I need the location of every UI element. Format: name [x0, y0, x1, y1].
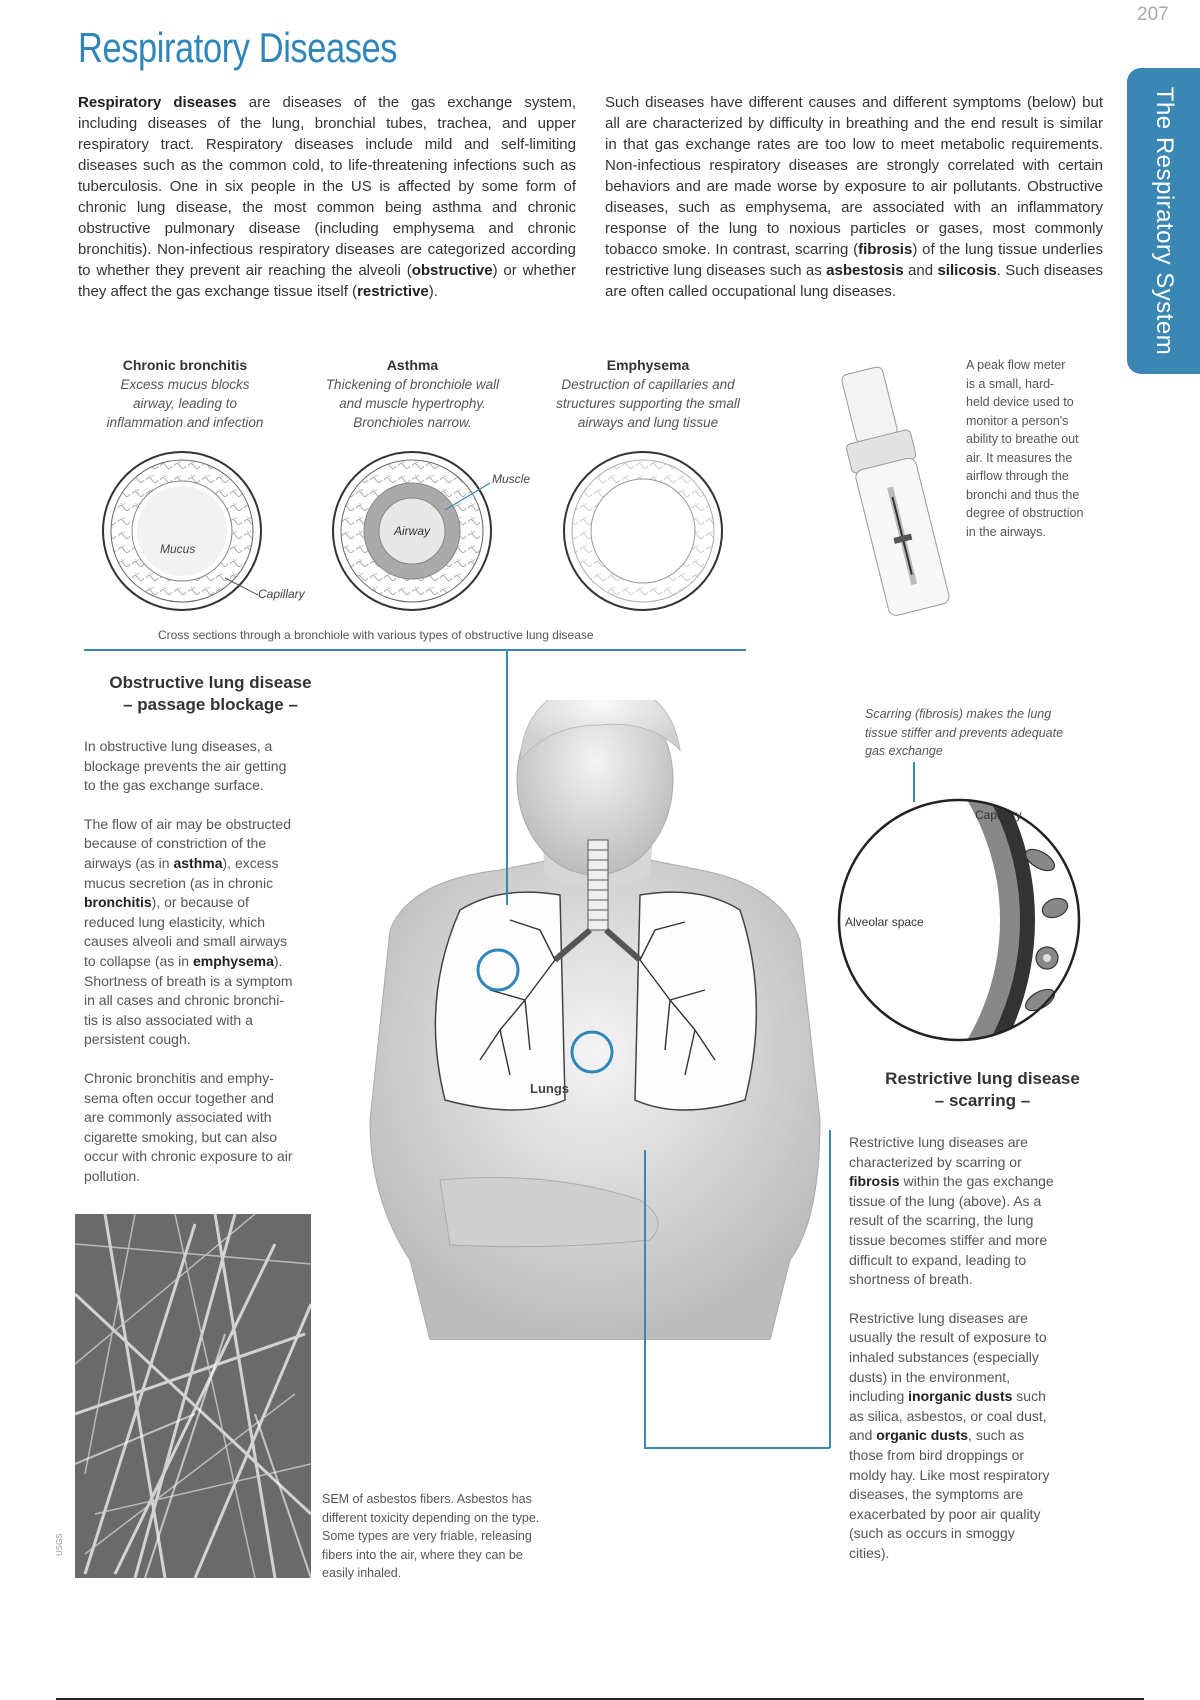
text-run: Restrictive lung diseases are: [849, 1309, 1028, 1326]
text-run: dusts) in the environment,: [849, 1368, 1011, 1385]
text-line: SEM of asbestos fibers. Asbestos has: [322, 1492, 532, 1506]
text-run: to collapse (as in: [84, 952, 193, 969]
text-line: gas exchange: [865, 744, 943, 758]
capillary-label: Capillary: [975, 808, 1022, 822]
peak-flow-caption-line: bronchi and thus the: [966, 487, 1080, 502]
text-run: tissue of the lung (above). As a: [849, 1192, 1042, 1209]
text-line: [84, 1011, 334, 1031]
asthma-section: [333, 452, 530, 610]
obstructive-heading: [88, 672, 333, 716]
side-tab-label: The Respiratory System: [1150, 86, 1178, 356]
bold-term: fibrosis: [858, 241, 913, 258]
bold-term: asbestosis: [826, 262, 904, 279]
text-line: [849, 1544, 1109, 1564]
text-run: exacerbated by poor air quality: [849, 1505, 1041, 1522]
text-run: are diseases of the gas exchange system, including diseases of the lung, bronchial tubes, trachea, and upper respiratory tract. Respiratory diseases include mild and self-limiting diseases such as the common cold, to life-threatening infections such as tuberculosis. One in six people in the US is affected by some form of chronic lung disease, the most common being asthma and chronic obstructive pulmonary disease (including emphysema and chronic bronchitis). Non-infectious respiratory diseases are categorized according to whether they prevent air reaching the alveoli (: [78, 94, 576, 279]
emphysema-section: [564, 452, 722, 610]
emphysema-heading: Emphysema: [606, 357, 690, 373]
bold-term: inorganic dusts: [908, 1388, 1013, 1405]
text-line: [84, 874, 334, 894]
text-run: usually the result of exposure to: [849, 1329, 1047, 1346]
emphysema-desc-3: airways and lung tissue: [577, 415, 719, 430]
text-line: occur with chronic exposure to air: [84, 1148, 293, 1165]
text-line: [84, 1030, 334, 1050]
restrictive-heading-line2: – scarring –: [934, 1091, 1031, 1110]
text-line: sema often occur together and: [84, 1089, 274, 1106]
intro-column-1: [78, 92, 576, 302]
text-line: easily inhaled.: [322, 1566, 402, 1580]
obstructive-p3: [84, 1069, 334, 1187]
text-run: ) of the lung tissue underlies restrictive lung diseases such as: [605, 241, 1103, 279]
chronic-bronchitis-desc-1: Excess mucus blocks: [120, 377, 250, 392]
text-run: including: [849, 1388, 909, 1405]
text-line: [849, 1231, 1109, 1251]
asthma-desc-3: Bronchioles narrow.: [353, 415, 472, 430]
text-line: [849, 1270, 1109, 1290]
obstructive-heading-line2: – passage blockage –: [123, 695, 298, 714]
text-line: blockage prevents the air getting: [84, 757, 287, 774]
text-run: (such as occurs in smoggy: [849, 1525, 1015, 1542]
text-line: [84, 834, 334, 854]
bold-term: fibrosis: [849, 1173, 900, 1190]
intro-column-2: [605, 92, 1103, 302]
obstructive-p2: [84, 815, 334, 1050]
text-run: reduced lung elasticity, which: [84, 913, 266, 930]
text-line: [849, 1426, 1109, 1446]
text-run: as silica, asbestos, or coal dust,: [849, 1407, 1047, 1424]
text-run: inhaled substances (especially: [849, 1348, 1039, 1365]
bold-term: asthma: [173, 854, 223, 871]
bold-term: silicosis: [937, 262, 997, 279]
text-run: ), or because of: [151, 894, 249, 911]
text-line: [84, 815, 334, 835]
text-line: [849, 1387, 1109, 1407]
text-line: In obstructive lung diseases, a: [84, 738, 273, 754]
mucus-label: Mucus: [160, 542, 196, 556]
restrictive-text: [849, 1133, 1109, 1563]
connector-line: [644, 1150, 646, 1448]
text-line: Chronic bronchitis and emphy-: [84, 1069, 274, 1086]
text-line: [849, 1505, 1109, 1525]
restrictive-heading-line1: Restrictive lung disease: [885, 1069, 1080, 1088]
text-line: [849, 1348, 1109, 1368]
text-line: [849, 1407, 1109, 1427]
restrictive-p1: [849, 1133, 1109, 1290]
fibrosis-label: Fibrosis: [977, 900, 989, 939]
text-run: because of constriction of the: [84, 835, 267, 852]
text-run: result of the scarring, the lung: [849, 1212, 1034, 1229]
text-run: and: [849, 1427, 877, 1444]
peak-flow-caption-line: held device used to: [966, 395, 1074, 409]
human-torso-lungs-illustration: [350, 700, 830, 1340]
asthma-desc-1: Thickening of bronchiole wall: [325, 377, 500, 392]
text-run: . Such diseases are often called occupational lung diseases.: [605, 262, 1103, 300]
restrictive-heading: [855, 1068, 1110, 1112]
emphysema-desc-2: structures supporting the small: [556, 396, 740, 411]
asthma-label: [300, 356, 525, 432]
obstructive-heading-line1: Obstructive lung disease: [109, 673, 312, 692]
text-line: [84, 972, 334, 992]
text-run: in all cases and chronic bronchi-: [84, 992, 284, 1009]
alveolus-fibrosis-diagram: [825, 790, 1095, 1050]
peak-flow-caption-line: is a small, hard-: [966, 376, 1055, 391]
text-line: [84, 913, 334, 933]
text-line: pollution.: [84, 1167, 141, 1184]
text-line: are commonly associated with: [84, 1109, 272, 1126]
asbestos-sem-image: [75, 1214, 311, 1578]
text-run: Restrictive lung diseases are: [849, 1134, 1028, 1150]
text-line: [84, 952, 334, 972]
restrictive-p2: [849, 1309, 1109, 1564]
text-run: moldy hay. Like most respiratory: [849, 1466, 1050, 1483]
connector-line: [506, 650, 508, 905]
side-tab: [1127, 68, 1200, 374]
chronic-bronchitis-heading: Chronic bronchitis: [122, 357, 248, 373]
chronic-bronchitis-section: [103, 452, 306, 610]
bold-term: Respiratory diseases: [78, 94, 237, 111]
lungs-label: Lungs: [530, 1081, 569, 1096]
text-run: causes alveoli and small airways: [84, 933, 288, 950]
text-line: [849, 1368, 1109, 1388]
text-run: difficult to expand, leading to: [849, 1251, 1027, 1268]
bold-term: emphysema: [192, 952, 274, 969]
text-run: mucus secretion (as in chronic: [84, 874, 274, 891]
connector-line: [644, 1447, 830, 1449]
text-run: ) or whether they affect the gas exchange tissue itself (: [78, 262, 576, 300]
text-run: persistent cough.: [84, 1031, 191, 1048]
text-line: [849, 1485, 1109, 1505]
text-run: tis is also associated with a: [84, 1011, 253, 1028]
alveolar-space-label: Alveolar space: [845, 915, 924, 929]
asthma-desc-2: and muscle hypertrophy.: [339, 396, 486, 411]
text-run: those from bird droppings or: [849, 1446, 1025, 1463]
text-line: [849, 1328, 1109, 1348]
page-title: Respiratory Diseases: [78, 24, 398, 71]
sem-caption: [322, 1490, 582, 1583]
text-line: [849, 1251, 1109, 1271]
peak-flow-caption-line: monitor a person's: [966, 413, 1069, 428]
text-run: and: [903, 262, 938, 279]
capillary-label: Capillary: [258, 587, 305, 601]
text-run: such: [1012, 1388, 1046, 1405]
text-line: [849, 1466, 1109, 1486]
text-run: within the gas exchange: [899, 1173, 1054, 1190]
text-run: Such diseases have different causes and different symptoms (below) but all are characterized by difficulty in breathing and the end result is similar in that gas exchange rates are too low to meet metabolic requirements. Non-infectious respiratory diseases are strongly correlated with certain behaviors and are made worse by exposure to air pollutants. Obstructive diseases, such as emphysema, are associated with an inflammatory response of the lung to noxious particles or gases, most commonly tobacco smoke. In contrast, scarring (: [605, 94, 1103, 258]
text-line: [849, 1524, 1109, 1544]
chronic-bronchitis-label: [70, 356, 300, 432]
text-line: [849, 1153, 1109, 1173]
muscle-label: Muscle: [492, 472, 531, 486]
connector-line: [829, 1130, 831, 1448]
bold-term: restrictive: [357, 283, 429, 300]
text-run: ), excess: [222, 854, 279, 871]
peak-flow-caption: [966, 356, 1116, 541]
chronic-bronchitis-desc-3: inflammation and infection: [106, 415, 264, 430]
text-line: [849, 1192, 1109, 1212]
text-line: Some types are very friable, releasing: [322, 1529, 532, 1543]
text-line: different toxicity depending on the type.: [322, 1510, 540, 1525]
text-run: airways (as in: [84, 854, 174, 871]
text-run: The flow of air may be obstructed: [84, 815, 291, 832]
bronchiole-cross-sections: [90, 445, 750, 620]
asthma-heading: Asthma: [386, 357, 439, 373]
page-number: 207: [1137, 4, 1169, 25]
text-run: , such as: [968, 1427, 1025, 1444]
text-line: [849, 1309, 1109, 1329]
bold-term: obstructive: [411, 262, 493, 279]
emphysema-desc-1: Destruction of capillaries and: [561, 377, 735, 392]
text-run: cities).: [849, 1544, 890, 1561]
text-run: Shortness of breath is a symptom: [84, 972, 293, 989]
text-run: ).: [273, 952, 283, 969]
text-run: ).: [428, 283, 438, 300]
text-line: Scarring (fibrosis) makes the lung: [865, 707, 1052, 721]
chronic-bronchitis-desc-2: airway, leading to: [132, 396, 238, 411]
obstructive-text: [84, 737, 334, 1186]
peak-flow-caption-line: in the airways.: [966, 524, 1046, 539]
fibrosis-caption: [865, 705, 1125, 761]
text-line: [849, 1446, 1109, 1466]
text-line: cigarette smoking, but can also: [84, 1128, 277, 1145]
text-line: [84, 893, 334, 913]
text-run: diseases, the symptoms are: [849, 1486, 1024, 1503]
bold-term: bronchitis: [84, 894, 152, 911]
image-credit: USGS: [55, 1533, 64, 1556]
emphysema-label: [528, 356, 768, 432]
text-line: [84, 932, 334, 952]
text-line: fibers into the air, where they can be: [322, 1547, 523, 1562]
peak-flow-caption-line: A peak flow meter: [966, 358, 1066, 372]
text-run: tissue becomes stiffer and more: [849, 1231, 1048, 1248]
text-line: [84, 991, 334, 1011]
obstructive-p1: [84, 737, 334, 796]
text-line: [849, 1172, 1109, 1192]
peak-flow-caption-line: degree of obstruction: [966, 506, 1084, 520]
text-line: tissue stiffer and prevents adequate: [865, 725, 1064, 740]
peak-flow-caption-line: air. It measures the: [966, 450, 1073, 465]
text-run: characterized by scarring or: [849, 1153, 1022, 1170]
peak-flow-caption-line: airflow through the: [966, 469, 1069, 483]
peak-flow-meter-illustration: [830, 355, 970, 625]
text-line: [849, 1133, 1109, 1153]
text-line: [84, 854, 334, 874]
text-line: to the gas exchange surface.: [84, 777, 264, 794]
airway-label: Airway: [394, 524, 431, 538]
cross-section-caption: Cross sections through a bronchiole with various types of obstructive lung disease: [158, 628, 594, 642]
text-line: [849, 1211, 1109, 1231]
peak-flow-caption-line: ability to breathe out: [966, 432, 1079, 446]
caption-rule: [84, 649, 746, 651]
bold-term: organic dusts: [876, 1427, 969, 1444]
text-run: shortness of breath.: [849, 1271, 973, 1288]
